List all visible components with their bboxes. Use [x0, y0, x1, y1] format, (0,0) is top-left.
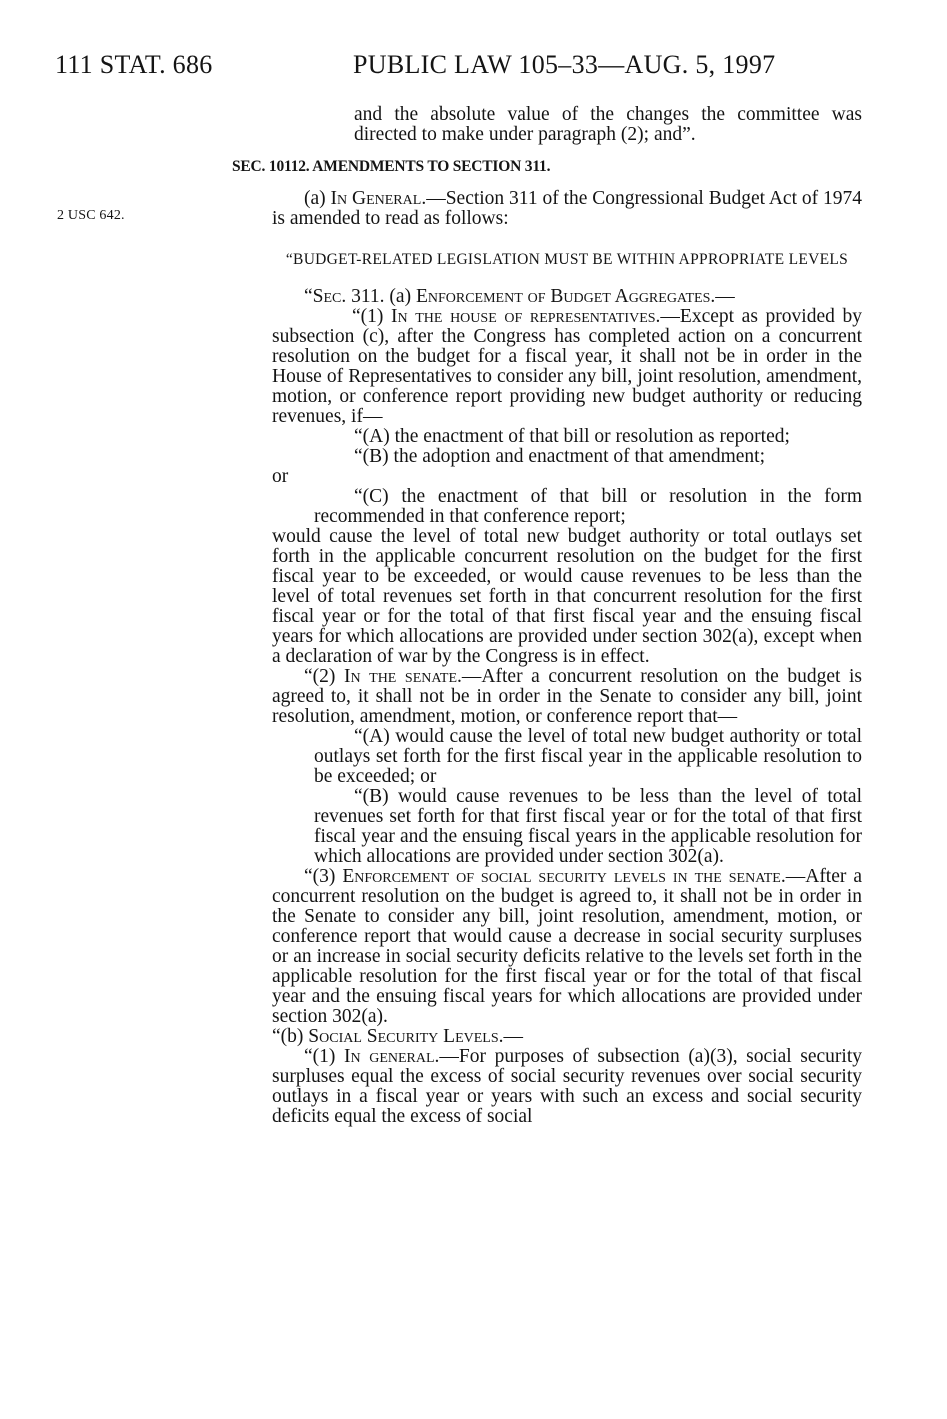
sec-311-heading: “Sec. 311. (a) Enforcement of Budget Aggregates.— — [304, 286, 735, 307]
section-title: SEC. 10112. AMENDMENTS TO SECTION 311. — [232, 158, 551, 175]
law-title: PUBLIC LAW 105–33—AUG. 5, 1997 — [353, 50, 776, 79]
clause-1c: “(C) the enactment of that bill or resolution in the form recommended in that conference report; — [314, 486, 862, 527]
document-body — [232, 104, 862, 1127]
clause-or: or — [272, 466, 289, 487]
paragraph-2-heading: In the senate — [343, 666, 458, 687]
paragraph-2-clauses — [272, 727, 862, 867]
stat-reference: 111 STAT. 686 — [55, 50, 213, 79]
opening-paragraph: and the absolute value of the changes the committee was directed to make under paragraph (2); and”. — [354, 104, 862, 145]
paragraph-1: “(1) In the house of representatives.—Except as provided by subsection (c), after the Congress has completed action on a concurrent resolution on the budget for a fiscal year, it shall not be in order in the House of Representatives to consider any bill, joint resolution, amendment, motion, or conference report providing new budget authority or reducing revenues, if— — [272, 306, 862, 427]
paragraph-3-heading: Enforcement of social security levels in the senate — [342, 866, 781, 887]
clause-1b: “(B) the adoption and enactment of that amendment; — [354, 446, 765, 467]
subsection-a: (a) In General.—Section 311 of the Congressional Budget Act of 1974 is amended to read as follows: — [272, 188, 862, 229]
paragraph-1-tail: would cause the level of total new budget authority or total outlays set forth in the applicable concurrent resolution on the budget for the first fiscal year to be exceeded, or would cause revenues to be less than the level of total revenues set forth in that concurrent resolution for the first fiscal year or for the total of that first fiscal year and the ensuing fiscal years for which allocations are provided under section 302(a), except when a declaration of war by the Congress is in effect. — [272, 526, 862, 667]
paragraph-1-clause-c — [272, 487, 862, 527]
subsection-b1-heading: In general — [344, 1046, 435, 1067]
center-heading: “BUDGET-RELATED LEGISLATION MUST BE WITHIN APPROPRIATE LEVELS — [285, 251, 849, 268]
paragraph-1-heading: In the house of representatives — [391, 306, 656, 327]
subsection-a-heading: In General — [330, 188, 422, 209]
subsection-b: “(b) Social Security Levels.— — [272, 1026, 523, 1047]
clause-1a: “(A) the enactment of that bill or resolution as reported; — [354, 426, 790, 447]
page-header — [0, 50, 947, 90]
paragraph-2: “(2) In the senate.—After a concurrent resolution on the budget is agreed to, it shall not be in order in the Senate to consider any bill, joint resolution, amendment, motion, or conference report that— — [272, 666, 862, 727]
paragraph-3: “(3) Enforcement of social security levels in the senate.—After a concurrent resolution on the budget is agreed to, it shall not be in order in the Senate to consider any bill, joint resolution, amendment, motion, or conference report that would cause a decrease in social security surpluses or an increase in social security deficits relative to the levels set forth in the applicable resolution for the first fiscal year or for the total of that fiscal year and the ensuing fiscal years for which allocations are provided under section 302(a). — [272, 866, 862, 1027]
subsection-b-heading: Social Security Levels — [308, 1026, 499, 1047]
margin-citation: 2 USC 642. — [57, 208, 125, 223]
subsection-b-paragraph-1: “(1) In general.—For purposes of subsection (a)(3), social security surpluses equal the excess of social security revenues over social security outlays in a fiscal year or years with such an excess and social security deficits equal the excess of social — [272, 1046, 862, 1127]
paragraph-1-clauses — [272, 427, 862, 467]
clause-2a: “(A) would cause the level of total new budget authority or total outlays set forth for the first fiscal year in the applicable resolution to be exceeded; or — [314, 726, 862, 787]
clause-2b: “(B) would cause revenues to be less than the level of total revenues set forth for that first fiscal year or for the total of that first fiscal year and the ensuing fiscal years in the applicable resolution for which allocations are provided under section 302(a). — [314, 786, 862, 867]
